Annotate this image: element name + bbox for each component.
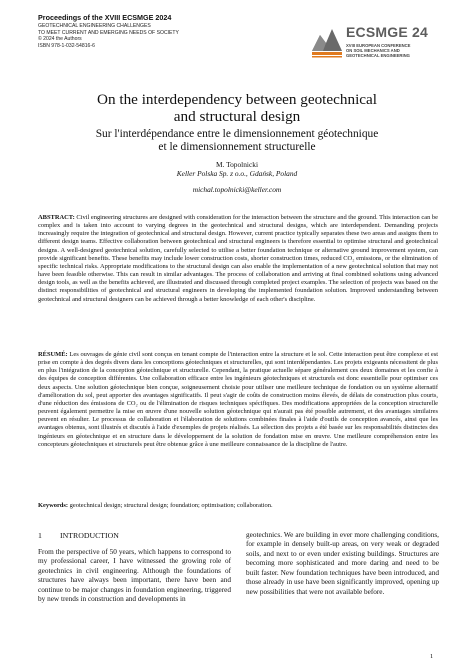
page-number: 1 bbox=[430, 653, 434, 660]
header-line: © 2024 the Authors bbox=[38, 36, 82, 43]
author-affiliation: Keller Polska Sp. z o.o., Gdańsk, Poland bbox=[176, 169, 298, 178]
section-title: INTRODUCTION bbox=[60, 531, 119, 540]
paper-title: On the interdependency between geotechnical bbox=[97, 91, 377, 108]
resume-text: Les ouvrages de génie civil sont conçus en tenant compte de l'interaction entre la structure et le sol. Cette interaction peut être complexe et est prise en compte à des degrés divers dans les conceptions géotechniques et structurelles, qui sont interdépendantes. Les projets exigeants nécessitent de plus en plus l'intégration de la conception géotechnique et structurelle. Cependant, la pratique actuelle sépare généralement ces deux domaines et les confie à des équipes de conception différentes. Une collaboration efficace entre les ingénieurs géotechniques et structurels est donc essentielle pour optimiser ces deux aspects. Une solution géotechnique bien conçue, soigneusement choisie pour utiliser une meilleure technique de fondation ou un système alternatif d'amélioration du sol, peut apporter des avantages significatifs. Il peut s'agir de coûts de construction moins élevés, de délais de construction plus courts, d'une réduction des émissions de CO₂ ou de l'élimination de risques techniques spécifiques. Des modifications appropriées de la conception structurelle peuvent également permettre la mise en œuvre d'une nouvelle solution géotechnique qui n'aurait pas été possible autrement, et des avantages similaires peuvent en résulter. Le processus de collaboration et l'élaboration de solutions combinées finales à l'aide d'outils de conception avancés, ainsi que les avantages obtenus, sont illustrés et discutés à l'aide d'exemples de projets réalisés. La sélection des projets a été basée sur les responsabilités distinctes des ingénieurs en géotechnique et en structure dans le développement de la solution de fondation mise en œuvre. Une meilleure compréhension entre les concepteurs géotechniques et structurels peut être obtenue grâce à une meilleure connaissance de la discipline de l'autre. bbox=[38, 351, 438, 448]
logo-subtitle-line: GEOTECHNICAL ENGINEERING bbox=[346, 53, 410, 58]
paper-subtitle: et le dimensionnement structurelle bbox=[158, 141, 316, 153]
paper-title: and structural design bbox=[173, 108, 301, 125]
section-number: 1 bbox=[38, 531, 42, 540]
abstract bbox=[38, 214, 438, 304]
keywords-text: geotechnical design; structural design; foundation; optimisation; collaboration. bbox=[69, 502, 273, 509]
keywords bbox=[38, 502, 438, 510]
logo-subtitle-line: XVIII EUROPEAN CONFERENCE bbox=[346, 43, 411, 48]
paper-subtitle: Sur l'interdépendance entre le dimensionnement géotechnique bbox=[95, 128, 379, 140]
header-line: GEOTECHNICAL ENGINEERING CHALLENGES bbox=[38, 23, 151, 29]
resume-label: RÉSUMÉ: bbox=[38, 351, 68, 358]
author-email: michal.topolnicki@keller.com bbox=[192, 185, 282, 194]
resume bbox=[38, 351, 438, 449]
ecsmge-logo-mark-icon bbox=[310, 21, 344, 59]
header-line: TO MEET CURRENT AND EMERGING NEEDS OF SOCIETY bbox=[38, 29, 179, 36]
logo-subtitle-line: ON SOIL MECHANICS AND bbox=[346, 48, 400, 53]
title-block bbox=[0, 91, 474, 194]
keywords-label: Keywords: bbox=[38, 502, 69, 509]
body-column-right: geotechnics. We are building in ever more challenging conditions, for example in densely built-up areas, on very weak or degraded soils, and next to or even under existing buildings. Structures are becoming more sophisticated and more daring and need to be built faster. New foundation techniques have been introduced, and those already in use have been significantly improved, opening up new possibilities that were not available before. bbox=[246, 531, 439, 596]
author-name: M. Topolnicki bbox=[215, 160, 259, 169]
proceedings-title: Proceedings of the XVIII ECSMGE 2024 bbox=[38, 13, 172, 22]
abstract-label: ABSTRACT: bbox=[38, 214, 75, 221]
abstract-text: Civil engineering structures are designed with consideration for the interaction between the structure and the ground. This interaction can be complex and is taken into account to varying degrees in the geotechnical and structural designs, which are interdependent. Demanding projects increasingly require the integration of geotechnical and structural design. However, current practice typically separates these two areas and assigns them to different design teams. Effective collaboration between geotechnical and structural engineers is therefore essential to optimise structural and geotechnical designs. A well-designed geotechnical solution, carefully selected to utilise a better foundation technique or alternative ground improvement system, can provide significant benefits. These benefits may include lower construction costs, shorter construction times, reduced CO₂ emissions, or the elimination of specific technical risks. Appropriate modifications to the structural design can also enable the implementation of a new geotechnical solution that may not have been feasible otherwise. This can result in similar advantages. The process of collaboration and arriving at final combined solutions using advanced design tools, as well as the benefits achieved, are illustrated and discussed through completed project examples. The selection of projects was based on the distinct responsibilities of geotechnical and structural engineers in developing the implemented foundation solution. Improved understanding between geotechnical and structural designers can be achieved through a better knowledge of each other's discipline. bbox=[38, 214, 438, 303]
header-line: ISBN 978-1-032-54816-6 bbox=[38, 42, 95, 49]
conference-logo bbox=[310, 21, 440, 69]
logo-wordmark: ECSMGE 24 bbox=[346, 24, 428, 40]
body-column-left: From the perspective of 50 years, which happens to correspond to my professional career, I have witnessed the growing role of geotechnics in civil engineering. Although the foundations of structures have always been important, there have been and continue to be major changes in foundation engineering, triggered by new trends in construction and developments in bbox=[38, 548, 231, 604]
